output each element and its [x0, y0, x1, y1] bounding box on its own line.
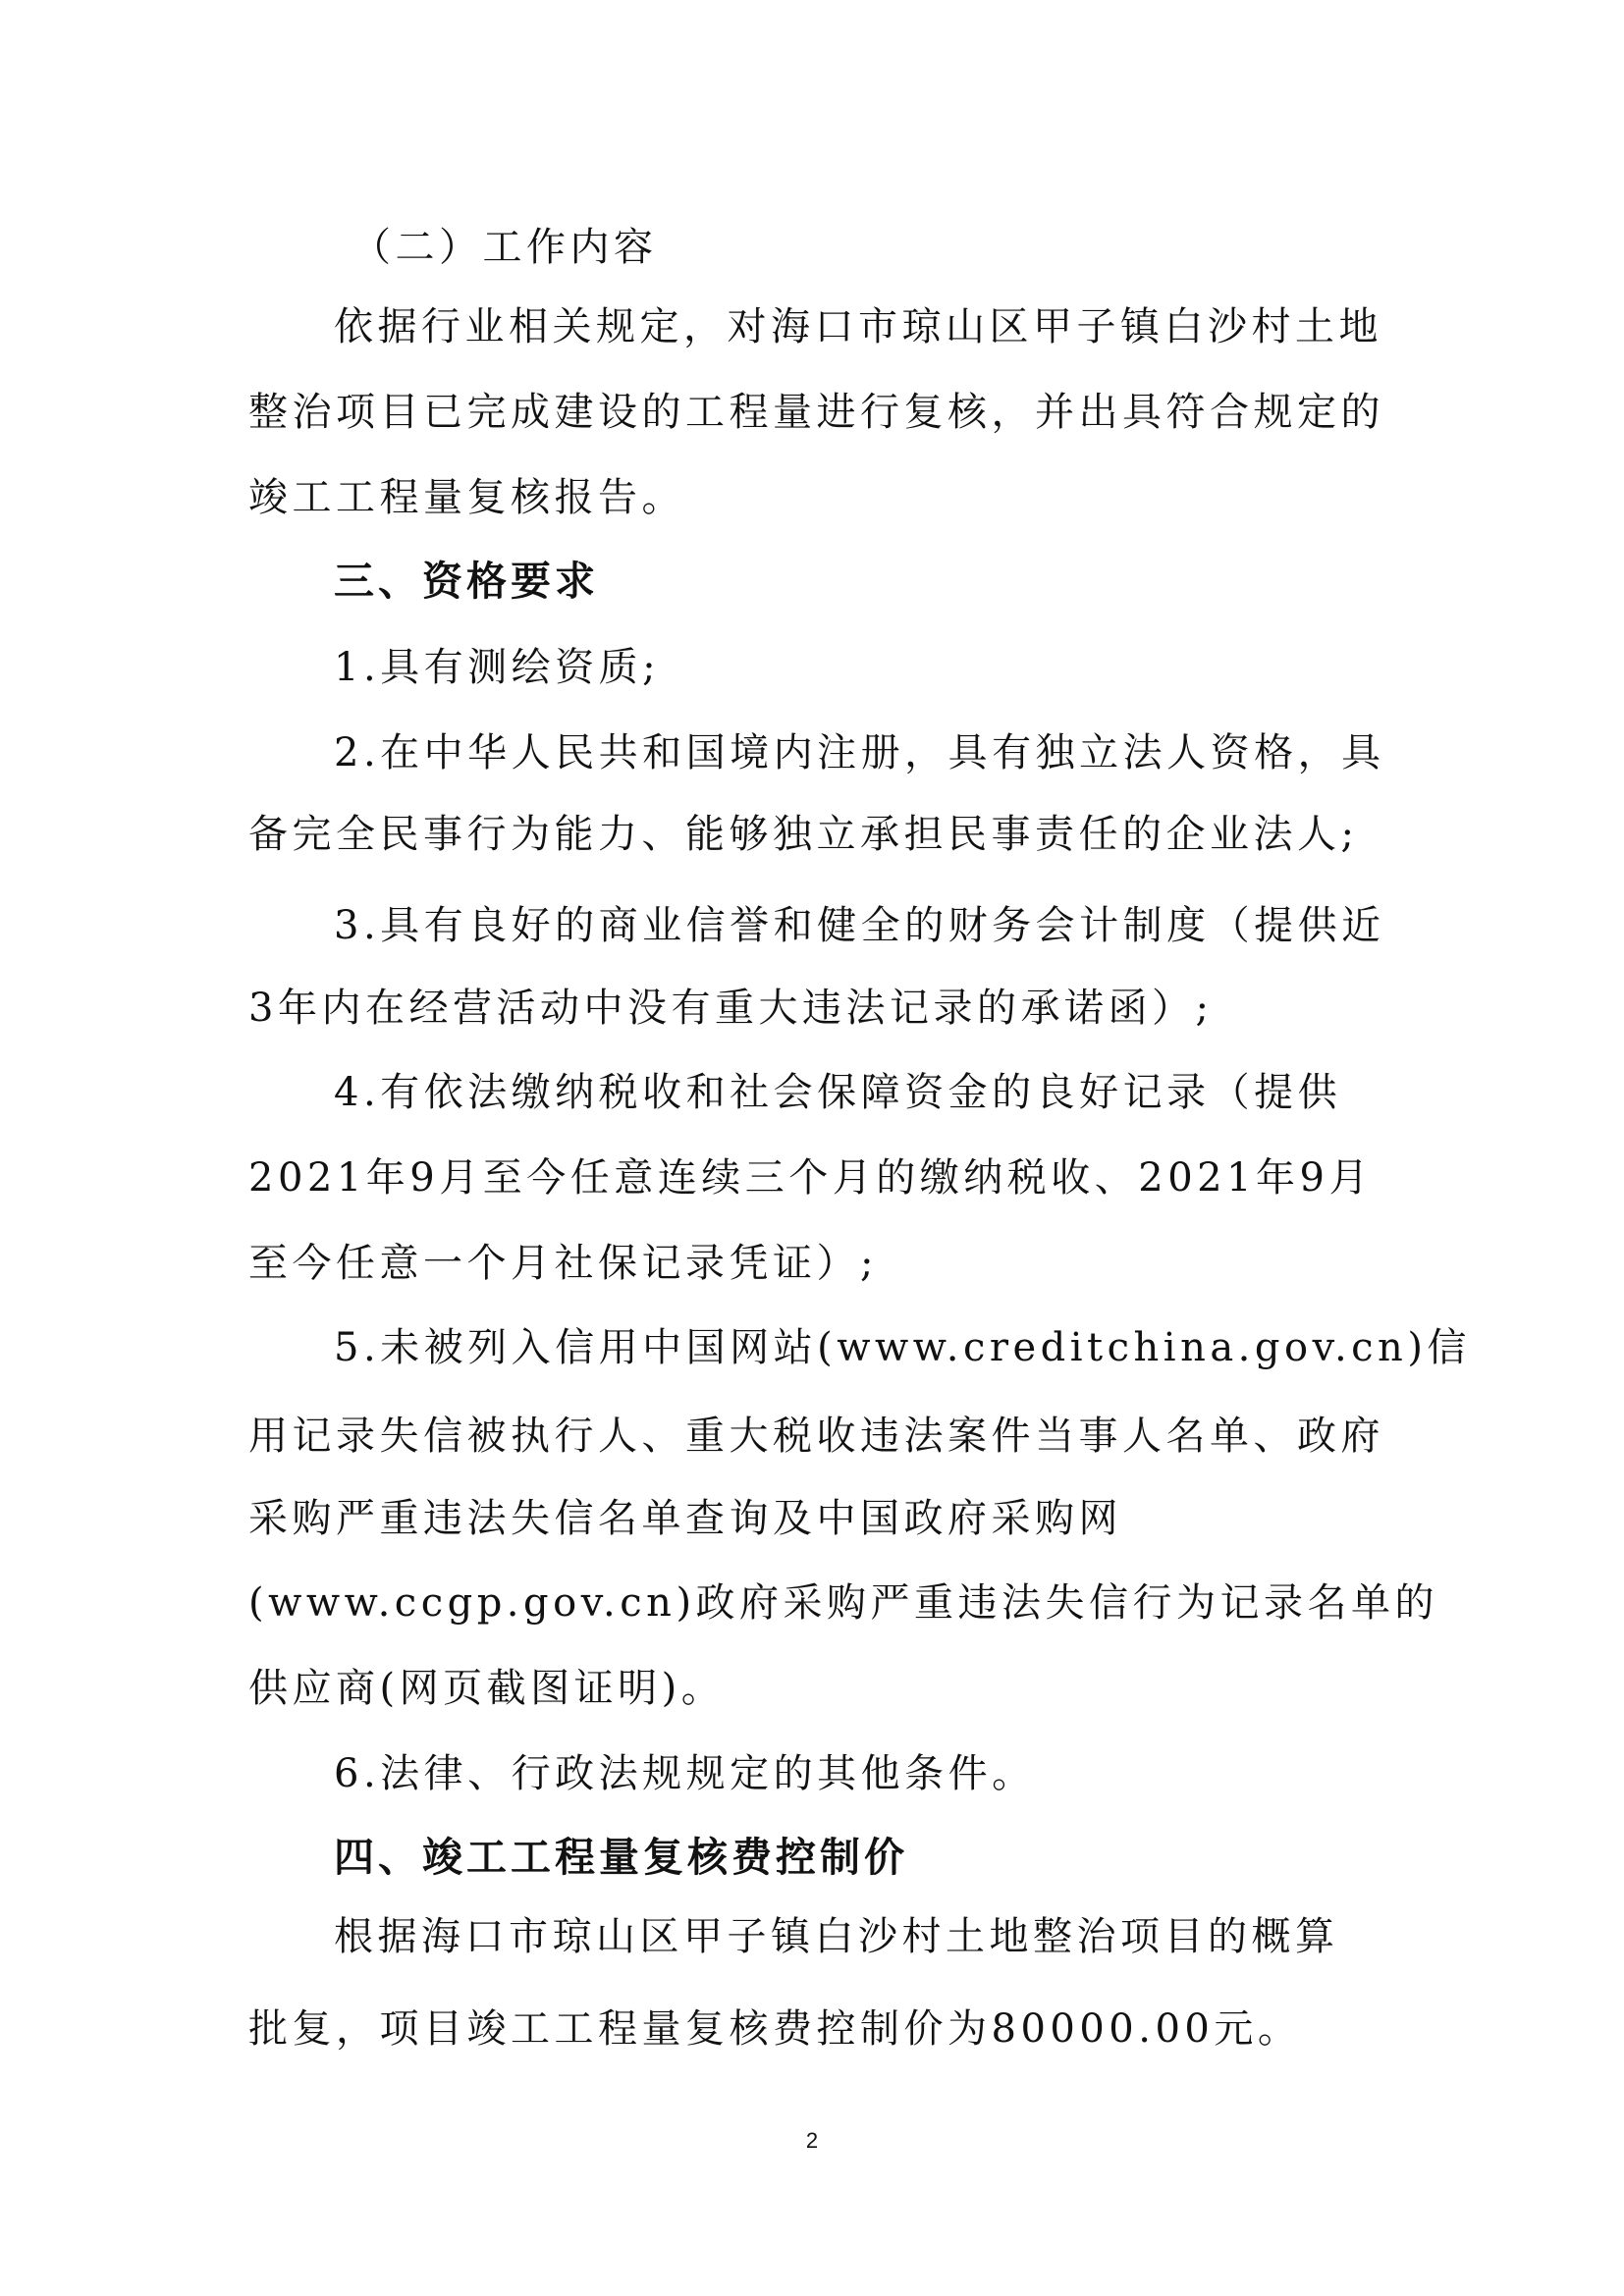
paragraph-line: 根据海口市琼山区甲子镇白沙村土地整治项目的概算 [334, 1914, 1339, 1959]
requirement-item-5-cont: 用记录失信被执行人、重大税收违法案件当事人名单、政府 [248, 1414, 1384, 1459]
page-number: 2 [805, 2128, 819, 2153]
requirement-item-5-cont: 供应商(网页截图证明)。 [248, 1666, 726, 1711]
requirement-item-3: 3.具有良好的商业信誉和健全的财务会计制度（提供近 [334, 903, 1385, 948]
requirement-item-6: 6.法律、行政法规规定的其他条件。 [334, 1751, 1036, 1796]
paragraph-line: 依据行业相关规定，对海口市琼山区甲子镇白沙村土地 [334, 304, 1382, 349]
paragraph-line: 竣工工程量复核报告。 [248, 475, 685, 520]
section-heading: 三、资格要求 [334, 558, 599, 605]
requirement-item-3-cont: 3年内在经营活动中没有重大违法记录的承诺函）; [248, 986, 1214, 1031]
paragraph-line: 整治项目已完成建设的工程量进行复核，并出具符合规定的 [248, 390, 1384, 435]
requirement-item-4: 4.有依法缴纳税收和社会保障资金的良好记录（提供 [334, 1070, 1342, 1115]
requirement-item-5-cont: 采购严重违法失信名单查询及中国政府采购网 [248, 1496, 1122, 1541]
subsection-title: （二）工作内容 [352, 225, 658, 270]
requirement-item-4-cont: 2021年9月至今任意连续三个月的缴纳税收、2021年9月 [248, 1155, 1373, 1201]
requirement-item-1: 1.具有测绘资质; [334, 645, 661, 690]
requirement-item-4-cont: 至今任意一个月社保记录凭证）; [248, 1241, 878, 1286]
requirement-item-2: 2.在中华人民共和国境内注册，具有独立法人资格，具 [334, 730, 1385, 775]
requirement-item-2-cont: 备完全民事行为能力、能够独立承担民事责任的企业法人; [248, 812, 1359, 857]
requirement-item-5-cont: (www.ccgp.gov.cn)政府采购严重违法失信行为记录名单的 [248, 1580, 1439, 1626]
requirement-item-5: 5.未被列入信用中国网站(www.creditchina.gov.cn)信 [334, 1325, 1471, 1370]
section-heading: 四、竣工工程量复核费控制价 [334, 1834, 908, 1881]
paragraph-line: 批复，项目竣工工程量复核费控制价为80000.00元。 [248, 2006, 1302, 2052]
